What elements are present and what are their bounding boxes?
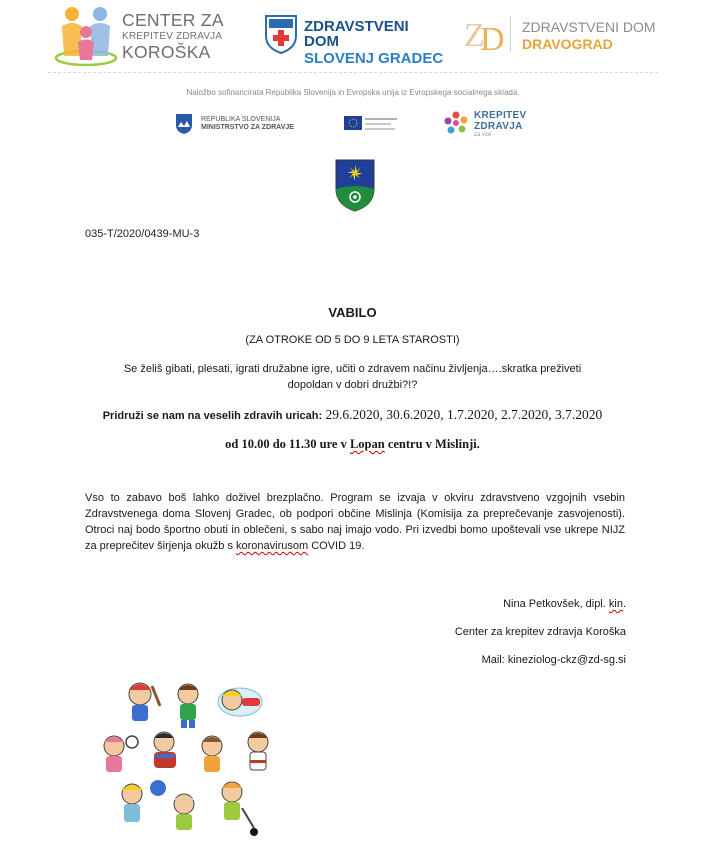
ministry-line2: MINISTRSTVO ZA ZDRAVJE <box>201 124 294 132</box>
body-text-a: Vso to zabavo boš lahko doživel brezplačno. Program se izvaja v okviru zdravstveno vzgojnih vsebin Zdravstvenega doma Slovenj Gradec, ob podpori občine Mislinja (Komisija za preprečevanje zasvojenosti). Otroci naj bodo športno obuti in oblečeni, s sabo naj imajo vodo. Pri izvedbi bomo upoštevali vse ukrepe NIJZ za preprečitev širjenja okužb s <box>85 492 625 552</box>
intro-line2: dopoldan v dobri družbi?!? <box>287 378 418 391</box>
kid-balloon-icon <box>122 780 166 822</box>
kz-sub: za vse <box>474 132 492 138</box>
eu-flag-icon <box>344 114 400 136</box>
slovenia-coat-icon <box>175 113 193 135</box>
signature-name-kin: kin <box>608 598 623 610</box>
kid-ball-icon <box>202 736 222 772</box>
krepitev-zdravja-icon <box>443 110 469 136</box>
intro-line1: Se želiš gibati, plesati, igrati družabne igre, učiti o zdravem načinu življenja….skratka preživeti <box>123 363 582 375</box>
svg-text:Z: Z <box>464 17 485 54</box>
svg-text:D: D <box>480 21 505 54</box>
cofinancing-text: Naložbo sofinancirata Republika Slovenija in Evropska unija iz Evropskega socialnega sklada. <box>186 88 520 97</box>
signature-mail: Mail: kineziolog-ckz@zd-sg.si <box>481 654 626 666</box>
header-divider <box>48 72 658 73</box>
kz-line1: KREPITEV <box>474 110 527 121</box>
zdsg-logo-line1: ZDRAVSTVENI DOM <box>304 18 409 50</box>
kz-line2: ZDRAVJA <box>474 120 523 132</box>
krepitev-zdravja-logo <box>443 110 543 140</box>
eu-esf-logo <box>344 114 400 136</box>
kid-hockey-icon <box>222 782 258 836</box>
zdd-logo-line1: ZDRAVSTVENI DOM <box>522 19 656 35</box>
dates-line <box>0 406 705 424</box>
body-paragraph <box>85 491 625 555</box>
ckz-logo <box>54 2 224 66</box>
ckz-family-icon <box>54 2 118 66</box>
ckz-logo-line3: KOROŠKA <box>122 41 211 62</box>
intro-paragraph <box>60 362 645 394</box>
invitation-subtitle: (ZA OTROKE OD 5 DO 9 LETA STAROSTI) <box>245 334 460 346</box>
kids-sports-clipart <box>92 680 292 840</box>
body-word-covid: koronavirusom <box>236 539 309 552</box>
zdd-logo-line2: DRAVOGRAD <box>522 36 613 52</box>
signature-name-post: . <box>622 598 626 610</box>
zdsg-shield-icon <box>264 14 298 54</box>
zdd-monogram-icon <box>462 14 506 54</box>
kid-karate-icon <box>248 732 268 770</box>
document-number: 035-T/2020/0439-MU-3 <box>85 228 200 240</box>
zdd-logo <box>462 14 667 58</box>
mislinja-crest-icon <box>335 159 375 212</box>
ckz-logo-line1: CENTER ZA <box>122 10 224 30</box>
time-pre: od 10.00 do 11.30 ure v <box>225 437 350 451</box>
kid-jumping-icon <box>154 732 176 768</box>
ckz-logo-line2: KREPITEV ZDRAVJA <box>122 30 223 42</box>
dates-value: 29.6.2020, 30.6.2020, 1.7.2020, 2.7.2020, 3.7.2020 <box>322 407 603 422</box>
invitation-title: VABILO <box>328 305 377 320</box>
body-text-b: COVID 19. <box>308 539 365 552</box>
signature-name-pre: Nina Petkovšek, dipl. <box>503 598 609 610</box>
kid-tennis-icon <box>104 736 138 772</box>
signature-name <box>300 598 626 610</box>
time-place: Lopan <box>349 437 385 451</box>
zdsg-logo-line2: SLOVENJ GRADEC <box>304 50 444 67</box>
time-place-line <box>0 437 705 452</box>
zdsg-logo <box>264 14 444 67</box>
kid-swimmer-icon <box>218 688 262 716</box>
dates-label: Pridruži se nam na veselih zdravih uricah: <box>102 410 323 422</box>
signature-org: Center za krepitev zdravja Koroška <box>454 626 626 638</box>
ministry-logo <box>175 113 315 137</box>
kid-baseball-icon <box>129 683 160 721</box>
ministry-line1: REPUBLIKA SLOVENIJA <box>201 116 281 123</box>
kid-standing-icon <box>178 684 198 728</box>
kid-flowers-icon <box>174 794 194 830</box>
time-post: centru v Mislinji. <box>384 437 480 451</box>
